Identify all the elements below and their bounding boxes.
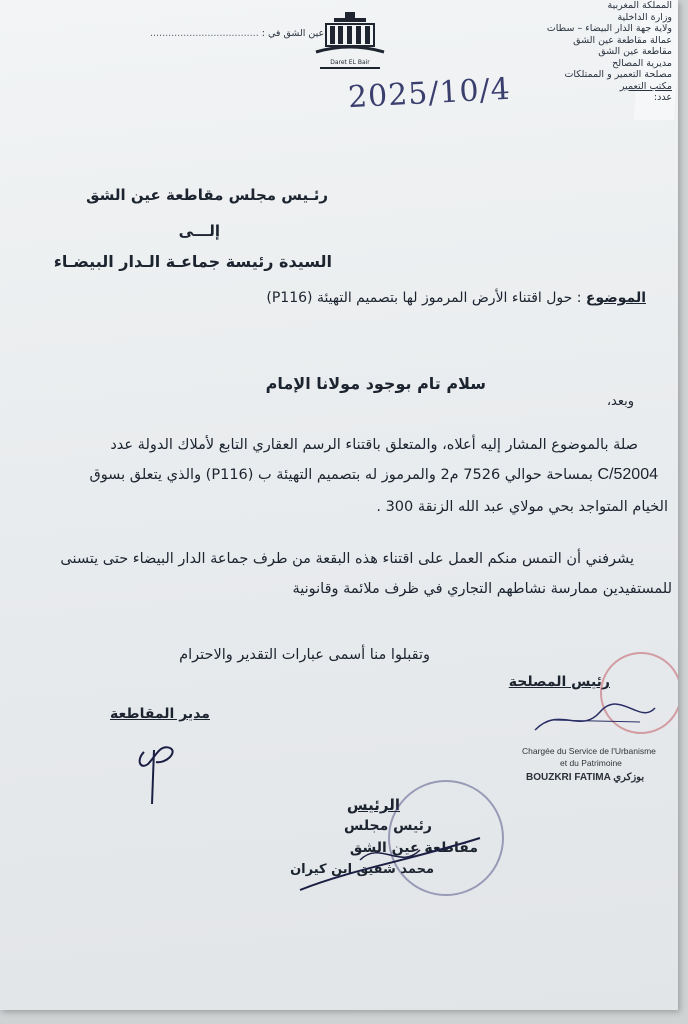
sender-title: رئـيس مجلس مقاطعة عين الشق [86, 186, 328, 204]
subject-text: : حول اقتناء الأرض المرموز لها بتصميم التهيئة (P116) [266, 290, 582, 306]
header-line: ولاية جهة الدار البيضاء – سطات [546, 23, 672, 34]
header-line: مديرية المصالح [612, 57, 672, 69]
para2-line2: للمستفيدين ممارسة نشاطهم التجاري في ظرف ملائمة وقانونية [292, 581, 672, 597]
place-date-label: عين الشق في : [261, 28, 325, 39]
para2-line1: يشرفني أن التمس منكم العمل على اقتناء هذه البقعة من طرف جماعة الدار البيضاء حتى يتسنى [60, 551, 634, 567]
recipient-title: السيدة رئيسة جماعـة الـدار البيضـاء [53, 252, 332, 271]
service-head-signature [530, 700, 660, 740]
logo-caption: Daret EL Bair [330, 59, 370, 66]
header-line: عمالة مقاطعة عين الشق [573, 34, 672, 46]
header-line: المملكة المغربية [607, 0, 672, 11]
header-line: عدد: [653, 92, 672, 103]
service-fr-line1: Chargée du Service de l'Urbanisme [522, 746, 656, 756]
to-word: إلـــى [178, 222, 220, 240]
subject-line [266, 290, 646, 306]
service-fr-line2: et du Patrimoine [560, 758, 622, 768]
header-line: مصلحة التعمير و الممتلكات [564, 69, 672, 80]
header-line: وزارة الداخلية [617, 11, 672, 23]
service-name [526, 772, 644, 783]
para1-line2 [89, 460, 658, 490]
service-head-label: رئيس المصلحة [508, 674, 610, 690]
header-line: مقاطعة عين الشق [598, 46, 672, 57]
president-stamp-line1: رئيس مجلس [344, 818, 432, 834]
director-label: مدير المقاطعة [110, 706, 210, 722]
handwritten-date: 2025/10/4 [347, 71, 512, 116]
para1-line1: صلة بالموضوع المشار إليه أعلاه، والمتعلق باقتناء الرسم العقاري التابع لأملاك الدولة عدد [110, 437, 638, 453]
service-name-ar: بوزكري [613, 772, 645, 783]
greeting: سلام تام بوجود مولانا الإمام [265, 374, 486, 393]
header-line: مكتب التعمير [619, 80, 672, 92]
place-date-line [150, 28, 324, 39]
president-name: محمد شفيق ابن كيران [290, 862, 434, 877]
land-ref: C/52004 [597, 466, 658, 483]
president-label: الرئيس [346, 796, 400, 814]
district-logo [312, 12, 388, 72]
place-date-dots: .................................... [150, 28, 259, 39]
para1-line2-text: بمساحة حوالي 7526 م2 والمرموز له بتصميم التهيئة ب (P116) والذي يتعلق بسوق [89, 467, 593, 483]
president-stamp-line2: مقاطعة عين الشق [349, 840, 478, 856]
para1-line3: الخيام المتواجد بحي مولاي عبد الله الزنقة 300 . [376, 499, 668, 515]
wabad: وبعد، [606, 394, 634, 409]
closing-line: وتقبلوا منا أسمى عبارات التقدير والاحترام [179, 647, 430, 663]
service-name-fr: BOUZKRI FATIMA [526, 772, 611, 783]
president-signature [290, 830, 490, 900]
director-signature [126, 730, 186, 810]
subject-label: الموضوع [585, 290, 646, 306]
